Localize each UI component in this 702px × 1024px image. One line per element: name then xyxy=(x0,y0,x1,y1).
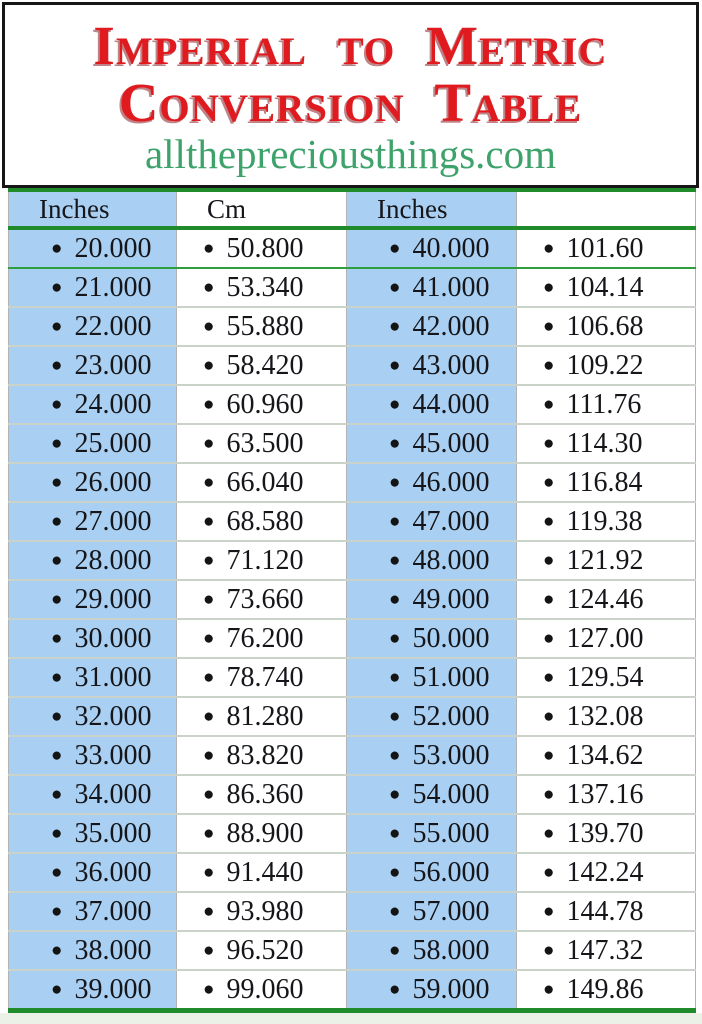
cm-right-value: 101.60 xyxy=(566,232,644,264)
inches-right-value: 59.000 xyxy=(412,973,490,1005)
table-row xyxy=(9,385,696,424)
cell-inches-right xyxy=(347,619,517,658)
bullet-icon: ● xyxy=(51,666,63,688)
inches-right-value: 49.000 xyxy=(412,583,490,615)
bullet-icon: ● xyxy=(203,510,215,532)
cell-inches-right xyxy=(347,424,517,463)
cell-cm-right xyxy=(517,385,696,424)
cm-right-value: 119.38 xyxy=(566,505,643,537)
cell-inches-left xyxy=(9,931,177,970)
cell-cm-right xyxy=(517,346,696,385)
table-row xyxy=(9,228,696,268)
cm-right-value: 144.78 xyxy=(566,895,644,927)
inches-left-value: 39.000 xyxy=(74,973,152,1005)
table-row xyxy=(9,502,696,541)
inches-left-value: 33.000 xyxy=(74,739,152,771)
inches-right-value: 48.000 xyxy=(412,544,490,576)
cm-right-value: 134.62 xyxy=(566,739,644,771)
inches-right-value: 45.000 xyxy=(412,427,490,459)
cell-inches-left xyxy=(9,268,177,307)
cm-left-value: 68.580 xyxy=(226,505,304,537)
cm-left-value: 83.820 xyxy=(226,739,304,771)
bullet-icon: ● xyxy=(389,237,401,259)
cell-inches-right xyxy=(347,736,517,775)
cm-right-value: 142.24 xyxy=(566,856,644,888)
table-row xyxy=(9,775,696,814)
cell-inches-left xyxy=(9,502,177,541)
table-row xyxy=(9,658,696,697)
cm-right-value: 116.84 xyxy=(566,466,643,498)
page-title-line2: Conversion Table xyxy=(118,72,583,133)
inches-left-value: 32.000 xyxy=(74,700,152,732)
cell-cm-right xyxy=(517,268,696,307)
cell-cm-left xyxy=(177,892,347,931)
table-row xyxy=(9,619,696,658)
cm-left-value: 66.040 xyxy=(226,466,304,498)
cell-inches-left xyxy=(9,541,177,580)
cm-left-value: 55.880 xyxy=(226,310,304,342)
bullet-icon: ● xyxy=(543,939,555,961)
cm-left-value: 58.420 xyxy=(226,349,304,381)
bullet-icon: ● xyxy=(51,393,63,415)
bullet-icon: ● xyxy=(543,276,555,298)
cm-left-value: 76.200 xyxy=(226,622,304,654)
bullet-icon: ● xyxy=(389,744,401,766)
cell-cm-left xyxy=(177,736,347,775)
cm-left-value: 63.500 xyxy=(226,427,304,459)
cell-cm-left xyxy=(177,697,347,736)
table-row xyxy=(9,814,696,853)
inches-left-value: 23.000 xyxy=(74,349,152,381)
table-header-row xyxy=(9,190,696,228)
inches-left-value: 35.000 xyxy=(74,817,152,849)
cm-right-value: 124.46 xyxy=(566,583,644,615)
cm-left-value: 91.440 xyxy=(226,856,304,888)
inches-right-value: 55.000 xyxy=(412,817,490,849)
cell-inches-right xyxy=(347,502,517,541)
bullet-icon: ● xyxy=(203,744,215,766)
cm-left-value: 50.800 xyxy=(226,232,304,264)
inches-right-value: 56.000 xyxy=(412,856,490,888)
cell-cm-left xyxy=(177,814,347,853)
cell-cm-right xyxy=(517,502,696,541)
bullet-icon: ● xyxy=(543,861,555,883)
bullet-icon: ● xyxy=(543,315,555,337)
bullet-icon: ● xyxy=(389,705,401,727)
cell-cm-left xyxy=(177,658,347,697)
bullet-icon: ● xyxy=(543,783,555,805)
bullet-icon: ● xyxy=(203,783,215,805)
bullet-icon: ● xyxy=(203,822,215,844)
bullet-icon: ● xyxy=(51,432,63,454)
cell-cm-left xyxy=(177,424,347,463)
bullet-icon: ● xyxy=(543,588,555,610)
bullet-icon: ● xyxy=(203,861,215,883)
inches-left-value: 27.000 xyxy=(74,505,152,537)
table-row xyxy=(9,736,696,775)
inches-left-value: 21.000 xyxy=(74,271,152,303)
cell-cm-right xyxy=(517,853,696,892)
cell-inches-left xyxy=(9,853,177,892)
table-row xyxy=(9,346,696,385)
bullet-icon: ● xyxy=(203,354,215,376)
cm-left-value: 73.660 xyxy=(226,583,304,615)
bullet-icon: ● xyxy=(543,744,555,766)
cell-inches-right xyxy=(347,268,517,307)
bullet-icon: ● xyxy=(389,939,401,961)
cm-right-value: 111.76 xyxy=(566,388,642,420)
cm-right-value: 149.86 xyxy=(566,973,644,1005)
cell-cm-left xyxy=(177,580,347,619)
bullet-icon: ● xyxy=(389,666,401,688)
cell-cm-left xyxy=(177,853,347,892)
bullet-icon: ● xyxy=(389,900,401,922)
cell-cm-left xyxy=(177,268,347,307)
bullet-icon: ● xyxy=(389,783,401,805)
cell-cm-left xyxy=(177,619,347,658)
bullet-icon: ● xyxy=(203,900,215,922)
inches-right-value: 57.000 xyxy=(412,895,490,927)
cm-left-value: 99.060 xyxy=(226,973,304,1005)
bullet-icon: ● xyxy=(543,471,555,493)
table-row xyxy=(9,892,696,931)
bullet-icon: ● xyxy=(389,432,401,454)
bullet-icon: ● xyxy=(51,705,63,727)
cm-left-value: 81.280 xyxy=(226,700,304,732)
cell-cm-right xyxy=(517,697,696,736)
cell-cm-left xyxy=(177,385,347,424)
cell-inches-left xyxy=(9,892,177,931)
bullet-icon: ● xyxy=(543,237,555,259)
bullet-icon: ● xyxy=(51,744,63,766)
cell-cm-right xyxy=(517,541,696,580)
cm-left-value: 86.360 xyxy=(226,778,304,810)
table-row xyxy=(9,424,696,463)
cell-inches-left xyxy=(9,580,177,619)
col-header-inches-right: Inches xyxy=(347,190,517,228)
inches-right-value: 44.000 xyxy=(412,388,490,420)
bullet-icon: ● xyxy=(543,549,555,571)
cell-inches-right xyxy=(347,385,517,424)
bullet-icon: ● xyxy=(543,822,555,844)
inches-left-value: 30.000 xyxy=(74,622,152,654)
inches-right-value: 52.000 xyxy=(412,700,490,732)
cell-cm-right xyxy=(517,424,696,463)
cell-cm-left xyxy=(177,931,347,970)
table-row xyxy=(9,931,696,970)
bullet-icon: ● xyxy=(389,588,401,610)
cell-cm-right xyxy=(517,892,696,931)
cell-cm-right xyxy=(517,931,696,970)
bullet-icon: ● xyxy=(203,588,215,610)
cell-inches-left xyxy=(9,775,177,814)
bullet-icon: ● xyxy=(51,939,63,961)
cell-inches-right xyxy=(347,463,517,502)
cm-right-value: 127.00 xyxy=(566,622,644,654)
cell-cm-left xyxy=(177,307,347,346)
table-row xyxy=(9,697,696,736)
inches-right-value: 51.000 xyxy=(412,661,490,693)
cell-inches-right xyxy=(347,307,517,346)
cm-right-value: 139.70 xyxy=(566,817,644,849)
cell-inches-left xyxy=(9,619,177,658)
table-row xyxy=(9,580,696,619)
inches-left-value: 25.000 xyxy=(74,427,152,459)
cell-cm-right xyxy=(517,970,696,1011)
cm-left-value: 60.960 xyxy=(226,388,304,420)
bullet-icon: ● xyxy=(543,666,555,688)
inches-left-value: 37.000 xyxy=(74,895,152,927)
cell-inches-right xyxy=(347,228,517,268)
inches-left-value: 20.000 xyxy=(74,232,152,264)
bullet-icon: ● xyxy=(203,276,215,298)
bullet-icon: ● xyxy=(543,354,555,376)
cell-cm-left xyxy=(177,970,347,1011)
cell-cm-right xyxy=(517,228,696,268)
inches-right-value: 47.000 xyxy=(412,505,490,537)
cell-inches-left xyxy=(9,814,177,853)
cell-inches-left xyxy=(9,307,177,346)
cell-cm-right xyxy=(517,814,696,853)
cell-inches-right xyxy=(347,775,517,814)
inches-left-value: 38.000 xyxy=(74,934,152,966)
bullet-icon: ● xyxy=(203,315,215,337)
website-url: allthepreciousthings.com xyxy=(144,131,557,177)
table-row xyxy=(9,853,696,892)
bullet-icon: ● xyxy=(543,705,555,727)
cell-inches-left xyxy=(9,385,177,424)
cell-inches-right xyxy=(347,970,517,1011)
bullet-icon: ● xyxy=(203,237,215,259)
cm-left-value: 88.900 xyxy=(226,817,304,849)
cell-cm-right xyxy=(517,307,696,346)
cell-inches-left xyxy=(9,346,177,385)
cell-inches-left xyxy=(9,697,177,736)
col-header-cm-left: Cm xyxy=(177,190,347,228)
bullet-icon: ● xyxy=(203,705,215,727)
bullet-icon: ● xyxy=(543,978,555,1000)
col-header-cm-right xyxy=(517,190,696,228)
inches-right-value: 43.000 xyxy=(412,349,490,381)
conversion-table xyxy=(8,188,696,1013)
table-row xyxy=(9,970,696,1011)
inches-right-value: 54.000 xyxy=(412,778,490,810)
inches-left-value: 36.000 xyxy=(74,856,152,888)
inches-right-value: 58.000 xyxy=(412,934,490,966)
inches-right-value: 41.000 xyxy=(412,271,490,303)
cell-cm-right xyxy=(517,775,696,814)
cell-inches-right xyxy=(347,541,517,580)
bullet-icon: ● xyxy=(51,315,63,337)
cm-right-value: 121.92 xyxy=(566,544,644,576)
cell-inches-right xyxy=(347,892,517,931)
cell-inches-left xyxy=(9,228,177,268)
bullet-icon: ● xyxy=(389,393,401,415)
cell-inches-left xyxy=(9,658,177,697)
bullet-icon: ● xyxy=(389,354,401,376)
bullet-icon: ● xyxy=(51,588,63,610)
cm-left-value: 96.520 xyxy=(226,934,304,966)
table-row xyxy=(9,307,696,346)
cell-inches-right xyxy=(347,346,517,385)
bullet-icon: ● xyxy=(389,471,401,493)
cell-inches-right xyxy=(347,853,517,892)
cm-right-value: 109.22 xyxy=(566,349,644,381)
cell-inches-right xyxy=(347,580,517,619)
cell-cm-left xyxy=(177,502,347,541)
inches-left-value: 24.000 xyxy=(74,388,152,420)
bullet-icon: ● xyxy=(389,627,401,649)
cm-right-value: 132.08 xyxy=(566,700,644,732)
cell-inches-left xyxy=(9,424,177,463)
cm-right-value: 137.16 xyxy=(566,778,644,810)
bullet-icon: ● xyxy=(203,627,215,649)
bullet-icon: ● xyxy=(51,978,63,1000)
bullet-icon: ● xyxy=(543,900,555,922)
cm-left-value: 53.340 xyxy=(226,271,304,303)
bullet-icon: ● xyxy=(51,549,63,571)
cell-inches-left xyxy=(9,970,177,1011)
cm-left-value: 78.740 xyxy=(226,661,304,693)
inches-right-value: 42.000 xyxy=(412,310,490,342)
cell-cm-left xyxy=(177,775,347,814)
bullet-icon: ● xyxy=(389,510,401,532)
title-card xyxy=(2,2,699,188)
bullet-icon: ● xyxy=(203,471,215,493)
bullet-icon: ● xyxy=(51,900,63,922)
bullet-icon: ● xyxy=(543,510,555,532)
cell-cm-left xyxy=(177,463,347,502)
bullet-icon: ● xyxy=(543,627,555,649)
bullet-icon: ● xyxy=(389,822,401,844)
bullet-icon: ● xyxy=(203,978,215,1000)
cell-inches-right xyxy=(347,658,517,697)
bullet-icon: ● xyxy=(389,861,401,883)
bullet-icon: ● xyxy=(389,276,401,298)
cm-right-value: 104.14 xyxy=(566,271,644,303)
cell-cm-right xyxy=(517,580,696,619)
bullet-icon: ● xyxy=(51,510,63,532)
table-row xyxy=(9,541,696,580)
bullet-icon: ● xyxy=(203,666,215,688)
inches-right-value: 50.000 xyxy=(412,622,490,654)
table-row xyxy=(9,268,696,307)
inches-left-value: 28.000 xyxy=(74,544,152,576)
bullet-icon: ● xyxy=(203,432,215,454)
inches-left-value: 29.000 xyxy=(74,583,152,615)
bullet-icon: ● xyxy=(203,549,215,571)
inches-left-value: 26.000 xyxy=(74,466,152,498)
bullet-icon: ● xyxy=(51,822,63,844)
inches-left-value: 22.000 xyxy=(74,310,152,342)
table-row xyxy=(9,463,696,502)
cm-right-value: 129.54 xyxy=(566,661,644,693)
cm-left-value: 71.120 xyxy=(226,544,304,576)
cm-right-value: 114.30 xyxy=(566,427,643,459)
cell-cm-left xyxy=(177,228,347,268)
bullet-icon: ● xyxy=(51,276,63,298)
bullet-icon: ● xyxy=(51,861,63,883)
bullet-icon: ● xyxy=(51,783,63,805)
bullet-icon: ● xyxy=(543,432,555,454)
bullet-icon: ● xyxy=(203,939,215,961)
footer-strip xyxy=(0,1013,702,1024)
cell-cm-right xyxy=(517,619,696,658)
cell-inches-left xyxy=(9,736,177,775)
bullet-icon: ● xyxy=(51,471,63,493)
cell-cm-right xyxy=(517,658,696,697)
cm-right-value: 106.68 xyxy=(566,310,644,342)
cell-cm-right xyxy=(517,736,696,775)
bullet-icon: ● xyxy=(389,549,401,571)
cell-cm-left xyxy=(177,346,347,385)
cell-inches-right xyxy=(347,931,517,970)
page-title-line1: Imperial to Metric xyxy=(93,15,608,76)
bullet-icon: ● xyxy=(389,315,401,337)
bullet-icon: ● xyxy=(51,354,63,376)
cell-cm-left xyxy=(177,541,347,580)
inches-left-value: 34.000 xyxy=(74,778,152,810)
cell-inches-right xyxy=(347,814,517,853)
bullet-icon: ● xyxy=(51,627,63,649)
table-body xyxy=(9,228,696,1011)
cell-inches-left xyxy=(9,463,177,502)
bullet-icon: ● xyxy=(203,393,215,415)
bullet-icon: ● xyxy=(389,978,401,1000)
bullet-icon: ● xyxy=(51,237,63,259)
cm-right-value: 147.32 xyxy=(566,934,644,966)
cm-left-value: 93.980 xyxy=(226,895,304,927)
inches-right-value: 46.000 xyxy=(412,466,490,498)
inches-right-value: 40.000 xyxy=(412,232,490,264)
inches-left-value: 31.000 xyxy=(74,661,152,693)
bullet-icon: ● xyxy=(543,393,555,415)
col-header-inches-left: Inches xyxy=(9,190,177,228)
inches-right-value: 53.000 xyxy=(412,739,490,771)
cell-inches-right xyxy=(347,697,517,736)
cell-cm-right xyxy=(517,463,696,502)
